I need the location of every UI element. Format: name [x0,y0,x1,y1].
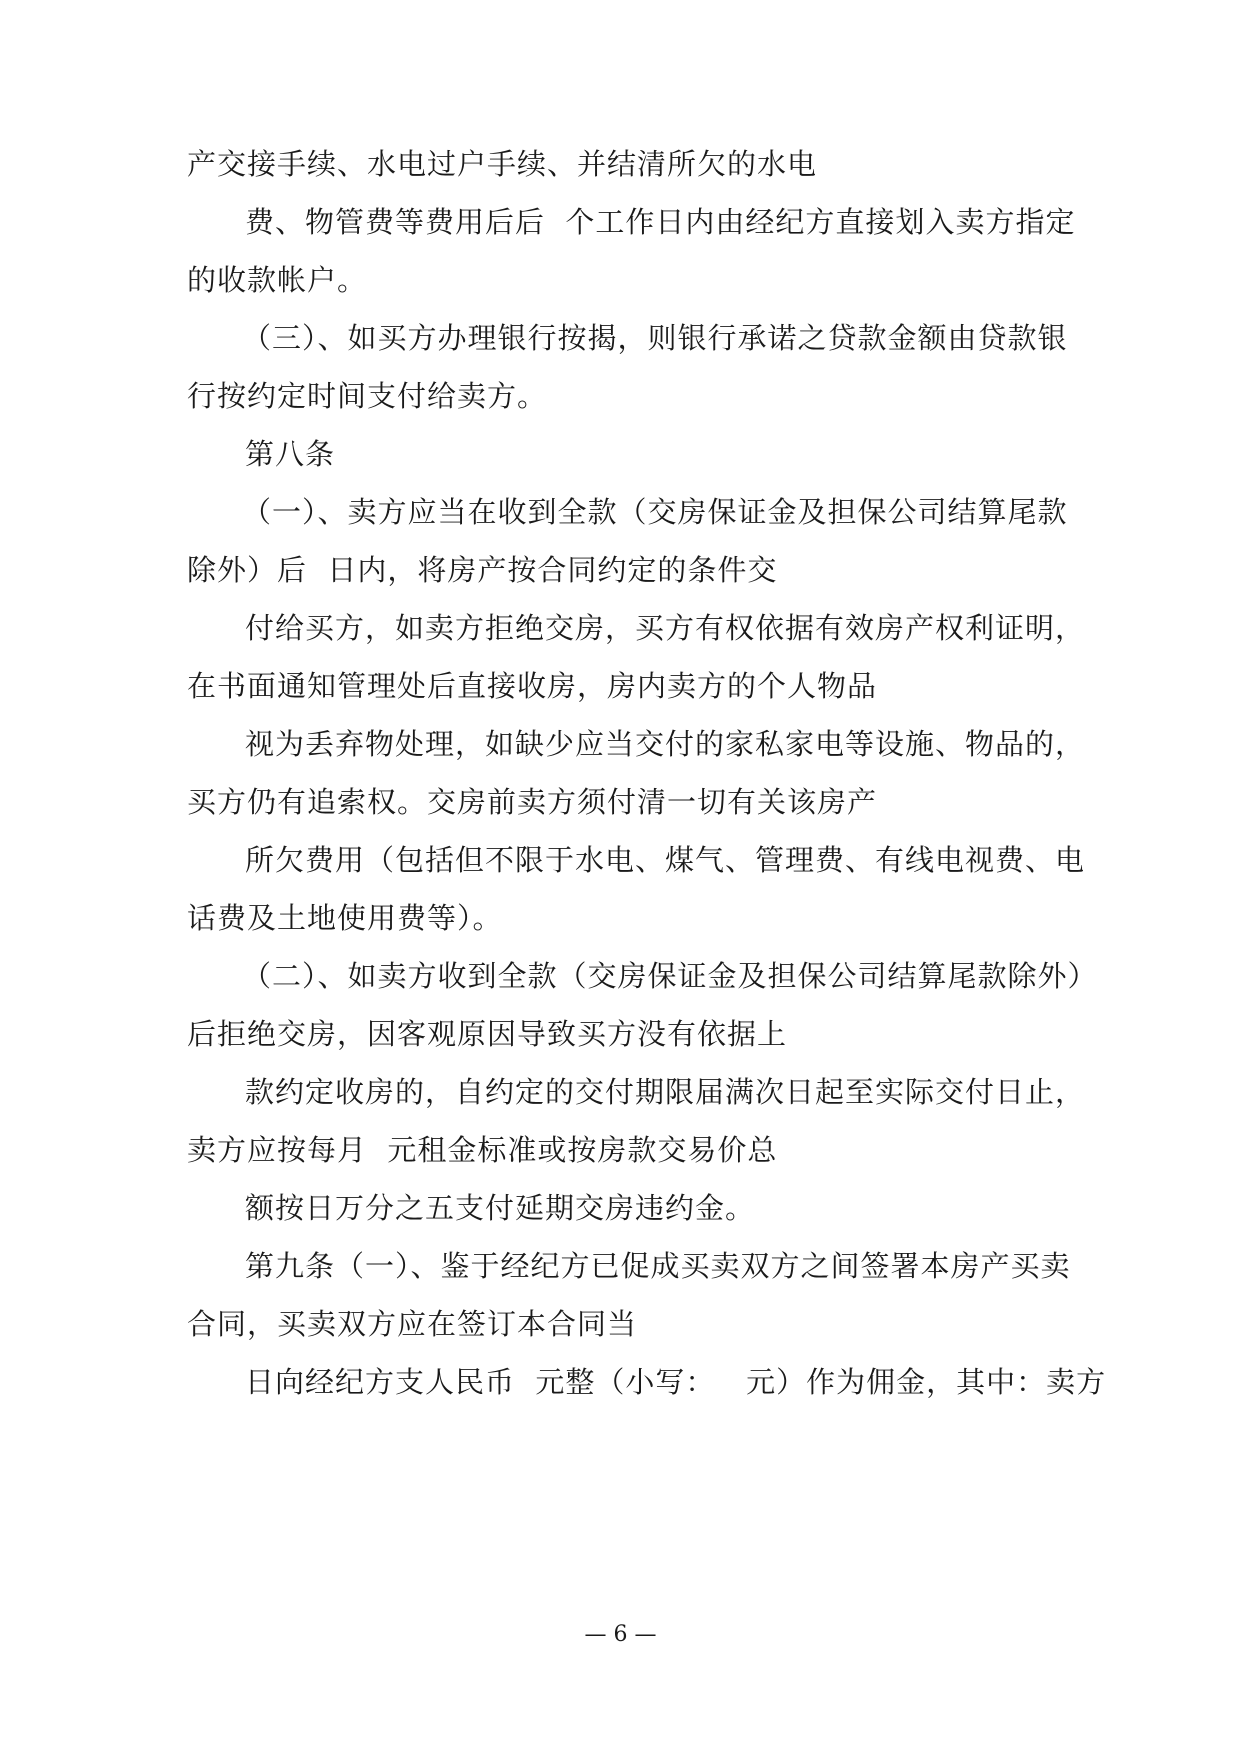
text-line-7: （一）、卖方应当在收到全款（交房保证金及担保公司结算尾款 [242,495,1068,529]
text-line-4: （三）、如买方办理银行按揭，则银行承诺之贷款金额由贷款银 [242,321,1068,355]
text-line-9: 付给买方，如卖方拒绝交房，买方有权依据有效房产权利证明， [245,611,1086,645]
text-line-1: 产交接手续、水电过户手续、并结清所欠的水电 [187,147,818,181]
text-line-22: 日向经纪方支人民币 元整（小写： 元）作为佣金，其中：卖方 [245,1365,1107,1399]
text-line-12: 买方仍有追索权。交房前卖方须付清一切有关该房产 [187,785,878,819]
page-number: — 6 — [584,1622,657,1647]
text-line-14: 话费及土地使用费等）。 [187,901,503,935]
text-line-11: 视为丢弃物处理，如缺少应当交付的家私家电等设施、物品的， [245,727,1086,761]
text-line-19: 额按日万分之五支付延期交房违约金。 [245,1191,756,1225]
text-line-18: 卖方应按每月 元租金标准或按房款交易价总 [187,1133,778,1167]
text-line-17: 款约定收房的，自约定的交付期限届满次日起至实际交付日止， [245,1075,1086,1109]
text-line-13: 所欠费用（包括但不限于水电、煤气、管理费、有线电视费、电 [245,843,1086,877]
text-line-21: 合同，买卖双方应在签订本合同当 [187,1307,638,1341]
text-line-10: 在书面通知管理处后直接收房，房内卖方的个人物品 [187,669,878,703]
section-heading-article-8: 第八条 [245,437,336,471]
text-line-5: 行按约定时间支付给卖方。 [187,379,548,413]
text-line-15: （二）、如卖方收到全款（交房保证金及担保公司结算尾款除外） [242,959,1098,993]
text-line-16: 后拒绝交房，因客观原因导致买方没有依据上 [187,1017,788,1051]
text-line-3: 的收款帐户。 [187,263,368,297]
text-line-8: 除外）后 日内，将房产按合同约定的条件交 [187,553,778,587]
section-heading-article-9: 第九条（一）、鉴于经纪方已促成买卖双方之间签署本房产买卖 [245,1249,1071,1283]
text-line-2: 费、物管费等费用后后 个工作日内由经纪方直接划入卖方指定 [245,205,1076,239]
